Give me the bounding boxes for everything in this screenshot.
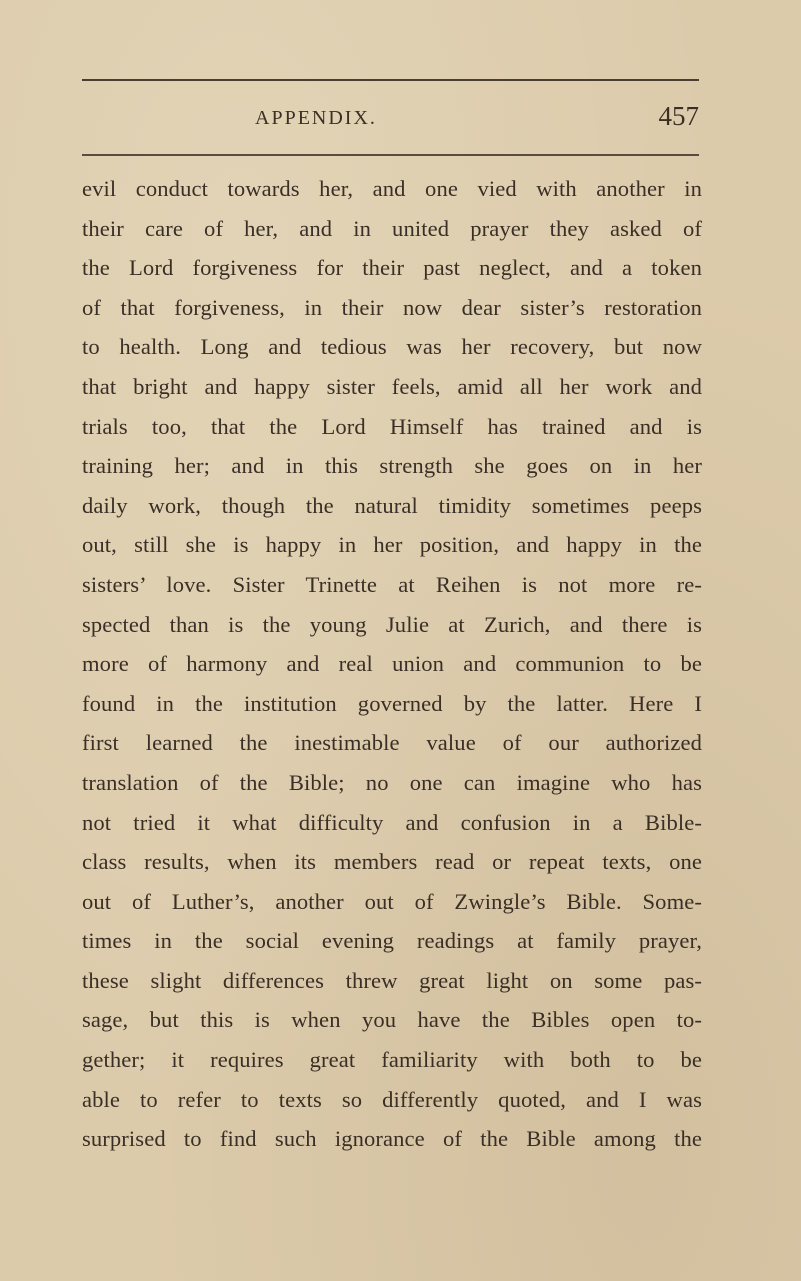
text-line: out, still she is happy in her position, and happy in the: [82, 532, 702, 558]
text-line: not tried it what difficulty and confusion in a Bible-: [82, 809, 702, 835]
text-line: of that forgiveness, in their now dear sister’s restoration: [82, 294, 702, 320]
text-line: able to refer to texts so differently quoted, and I was: [82, 1086, 702, 1112]
text-line: gether; it requires great familiarity with both to be: [82, 1047, 702, 1073]
text-line: more of harmony and real union and communion to be: [82, 651, 702, 677]
text-line: times in the social evening readings at family prayer,: [82, 928, 702, 954]
text-line: trials too, that the Lord Himself has trained and is: [82, 413, 702, 439]
text-line: first learned the inestimable value of our authorized: [82, 730, 702, 756]
text-line: evil conduct towards her, and one vied with another in: [82, 176, 702, 201]
text-line: the Lord forgiveness for their past neglect, and a token: [82, 255, 702, 281]
running-head: APPENDIX.: [255, 107, 377, 129]
text-line: training her; and in this strength she goes on in her: [82, 453, 702, 479]
text-line: translation of the Bible; no one can imagine who has: [82, 769, 702, 795]
text-line: to health. Long and tedious was her recovery, but now: [82, 334, 702, 360]
text-line: sisters’ love. Sister Trinette at Reihen is not more re-: [82, 571, 702, 597]
text-line: class results, when its members read or repeat texts, one: [82, 849, 702, 875]
page-header: [82, 101, 699, 141]
body-text: [82, 169, 702, 1159]
text-line: spected than is the young Julie at Zurich, and there is: [82, 611, 702, 637]
text-line: these slight differences threw great light on some pas-: [82, 967, 702, 993]
text-line: their care of her, and in united prayer they asked of: [82, 215, 702, 241]
top-rule: [82, 79, 699, 81]
page-number: 457: [658, 101, 699, 131]
text-line: sage, but this is when you have the Bibles open to-: [82, 1007, 702, 1033]
text-line: out of Luther’s, another out of Zwingle’s Bible. Some-: [82, 888, 702, 914]
text-line: that bright and happy sister feels, amid all her work and: [82, 373, 702, 399]
text-line: found in the institution governed by the latter. Here I: [82, 690, 702, 716]
header-rule: [82, 154, 699, 156]
text-line: daily work, though the natural timidity sometimes peeps: [82, 492, 702, 518]
text-line: surprised to find such ignorance of the Bible among the: [82, 1126, 702, 1152]
